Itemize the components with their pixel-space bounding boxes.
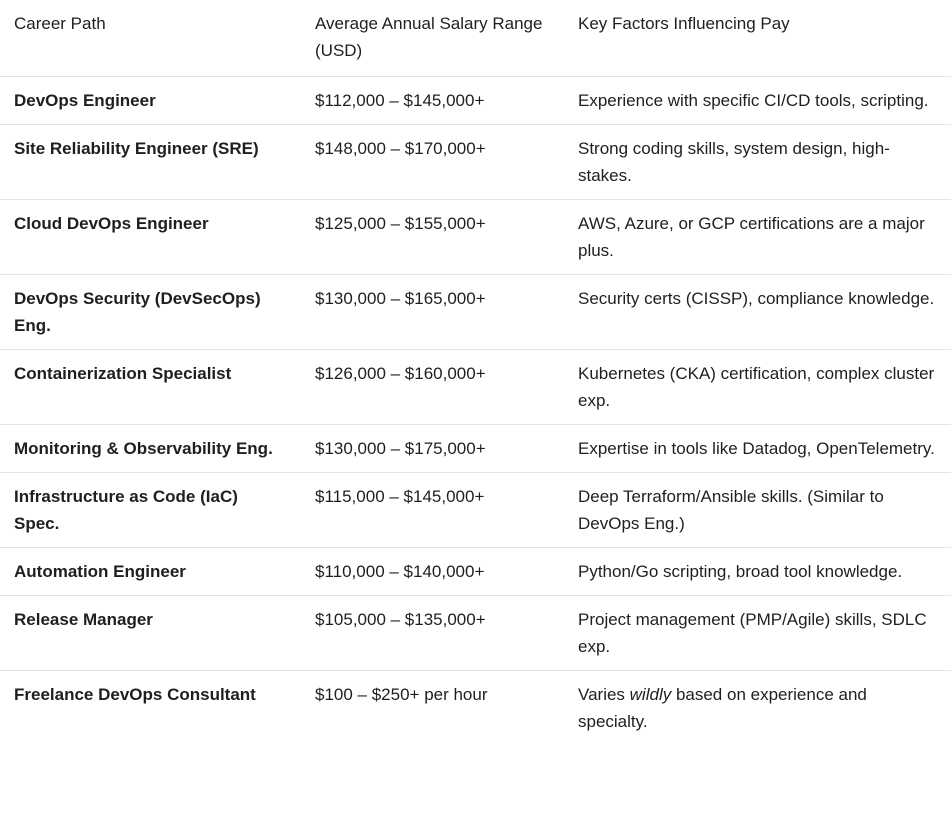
factors-cell: Deep Terraform/Ansible skills. (Similar to DevOps Eng.) xyxy=(564,473,951,548)
factors-cell: Strong coding skills, system design, high-stakes. xyxy=(564,125,951,200)
factors-cell: Kubernetes (CKA) certification, complex cluster exp. xyxy=(564,350,951,425)
salary-cell: $110,000 – $140,000+ xyxy=(301,548,564,596)
table-row xyxy=(0,350,951,425)
career-path-cell: DevOps Security (DevSecOps) Eng. xyxy=(0,275,301,350)
table-row xyxy=(0,671,951,746)
career-path-cell: Automation Engineer xyxy=(0,548,301,596)
table-row xyxy=(0,596,951,671)
table-row xyxy=(0,275,951,350)
career-path-cell: Site Reliability Engineer (SRE) xyxy=(0,125,301,200)
header-salary-range: Average Annual Salary Range (USD) xyxy=(301,0,564,77)
factors-prefix: Varies xyxy=(578,685,630,704)
factors-cell: Python/Go scripting, broad tool knowledge. xyxy=(564,548,951,596)
factors-cell xyxy=(564,671,951,746)
salary-cell: $125,000 – $155,000+ xyxy=(301,200,564,275)
career-path-cell: Release Manager xyxy=(0,596,301,671)
header-career-path: Career Path xyxy=(0,0,301,77)
table-row xyxy=(0,77,951,125)
header-key-factors: Key Factors Influencing Pay xyxy=(564,0,951,77)
table-row xyxy=(0,548,951,596)
salary-cell: $112,000 – $145,000+ xyxy=(301,77,564,125)
salary-cell: $115,000 – $145,000+ xyxy=(301,473,564,548)
table-row xyxy=(0,473,951,548)
factors-emphasis: wildly xyxy=(629,685,672,704)
salary-cell: $130,000 – $175,000+ xyxy=(301,425,564,473)
table-row xyxy=(0,200,951,275)
factors-suffix: based on experience and specialty. xyxy=(578,685,867,731)
factors-cell: Security certs (CISSP), compliance knowledge. xyxy=(564,275,951,350)
salary-cell: $126,000 – $160,000+ xyxy=(301,350,564,425)
factors-cell: Experience with specific CI/CD tools, scripting. xyxy=(564,77,951,125)
career-path-cell: Containerization Specialist xyxy=(0,350,301,425)
career-path-cell: Cloud DevOps Engineer xyxy=(0,200,301,275)
table-row xyxy=(0,125,951,200)
career-path-cell: Monitoring & Observability Eng. xyxy=(0,425,301,473)
career-path-cell: Infrastructure as Code (IaC) Spec. xyxy=(0,473,301,548)
career-path-cell: Freelance DevOps Consultant xyxy=(14,685,256,704)
table-header-row xyxy=(0,0,951,77)
factors-cell: Project management (PMP/Agile) skills, SDLC exp. xyxy=(564,596,951,671)
table-row xyxy=(0,425,951,473)
factors-cell: AWS, Azure, or GCP certifications are a major plus. xyxy=(564,200,951,275)
salary-cell: $148,000 – $170,000+ xyxy=(301,125,564,200)
career-path-cell: DevOps Engineer xyxy=(0,77,301,125)
salary-cell: $105,000 – $135,000+ xyxy=(301,596,564,671)
salary-cell: $100 – $250+ per hour xyxy=(315,685,488,704)
factors-cell: Expertise in tools like Datadog, OpenTelemetry. xyxy=(564,425,951,473)
salary-cell: $130,000 – $165,000+ xyxy=(301,275,564,350)
